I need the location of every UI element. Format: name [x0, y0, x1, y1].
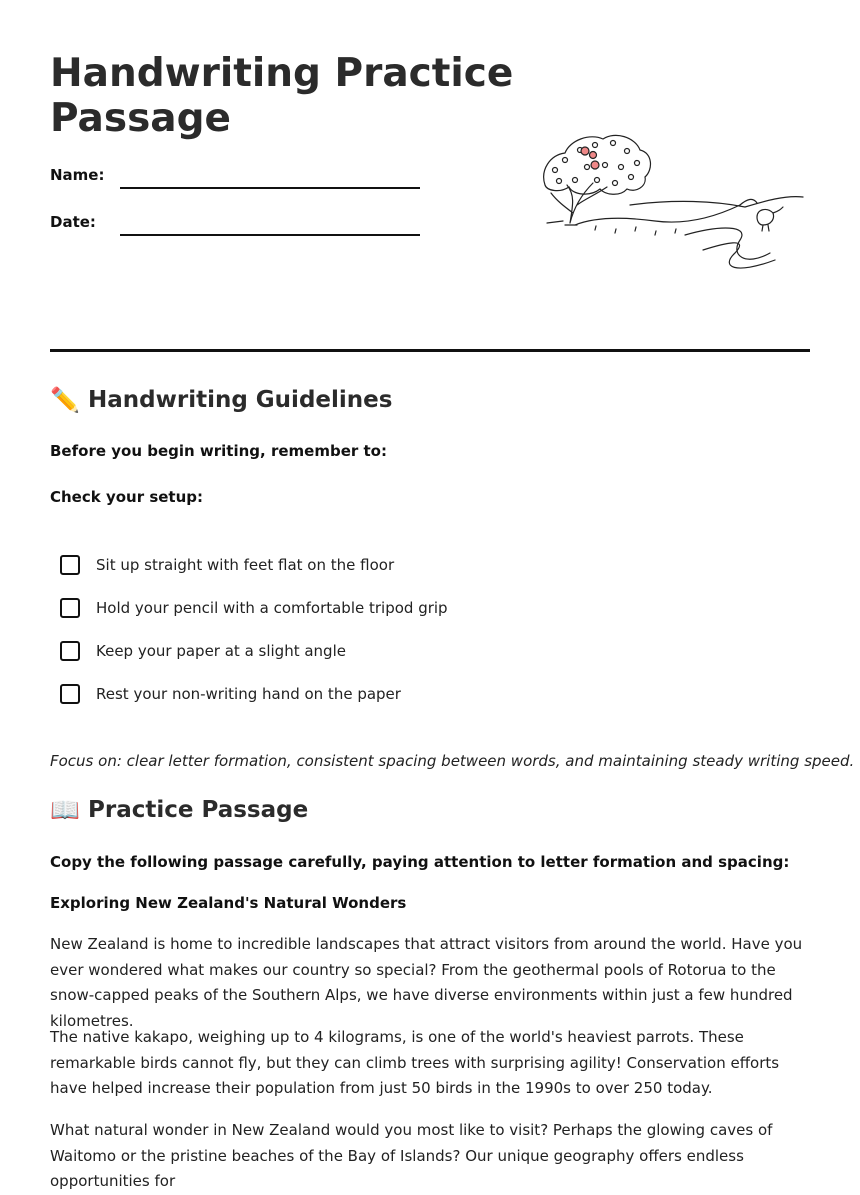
tree-icon — [544, 135, 651, 225]
practice-instruction: Copy the following passage carefully, paying attention to letter formation and spacing: — [50, 853, 790, 871]
page-title: Handwriting Practice Passage — [50, 51, 514, 141]
pencil-icon: ✏️ — [50, 386, 80, 414]
landscape-illustration — [535, 125, 810, 280]
kiwi-icon — [757, 207, 783, 231]
checkbox[interactable] — [60, 641, 80, 661]
date-line — [120, 234, 420, 236]
checklist-item-label: Rest your non-writing hand on the paper — [96, 685, 401, 703]
checkbox[interactable] — [60, 598, 80, 618]
practice-heading-text: Practice Passage — [88, 797, 309, 823]
setup-label: Check your setup: — [50, 488, 204, 506]
guidelines-heading-text: Handwriting Guidelines — [88, 387, 393, 413]
checklist-item-label: Keep your paper at a slight angle — [96, 642, 346, 660]
checkbox[interactable] — [60, 684, 80, 704]
checklist-item[interactable] — [60, 596, 448, 620]
passage-title: Exploring New Zealand's Natural Wonders — [50, 894, 407, 912]
checklist-item[interactable] — [60, 682, 401, 706]
guidelines-intro: Before you begin writing, remember to: — [50, 442, 387, 460]
checklist-item[interactable] — [60, 553, 394, 577]
checklist-item-label: Sit up straight with feet flat on the floor — [96, 556, 395, 574]
guidelines-heading — [50, 386, 392, 414]
passage-paragraph: What natural wonder in New Zealand would you most like to visit? Perhaps the glowing caves of Waitomo or the pristine beaches of the Bay of Islands? Our unique geography offers endless opportunities for — [50, 1121, 773, 1190]
date-label: Date: — [50, 213, 96, 231]
name-line — [120, 187, 420, 189]
focus-note: Focus on: clear letter formation, consistent spacing between words, and maintaining steady writing speed. — [50, 752, 855, 770]
open-book-icon: 📖 — [50, 796, 80, 824]
section-divider — [50, 349, 810, 352]
checkbox[interactable] — [60, 555, 80, 575]
passage-paragraph: New Zealand is home to incredible landscapes that attract visitors from around the world. Have you ever wondered what makes our country so special? From the geothermal pools of Rotorua to the snow-capped peaks of the Southern Alps, we have diverse environments within just a few hundred kilometres. — [50, 935, 803, 1030]
checklist-item[interactable] — [60, 639, 346, 663]
name-label: Name: — [50, 166, 105, 184]
passage-paragraph: The native kakapo, weighing up to 4 kilograms, is one of the world's heaviest parrots. These remarkable birds cannot fly, but they can climb trees with surprising agility! Conservation efforts have helped increase their population from just 50 birds in the 1990s to over 250 today. — [50, 1028, 780, 1097]
practice-heading — [50, 796, 308, 824]
checklist-item-label: Hold your pencil with a comfortable tripod grip — [96, 599, 448, 617]
